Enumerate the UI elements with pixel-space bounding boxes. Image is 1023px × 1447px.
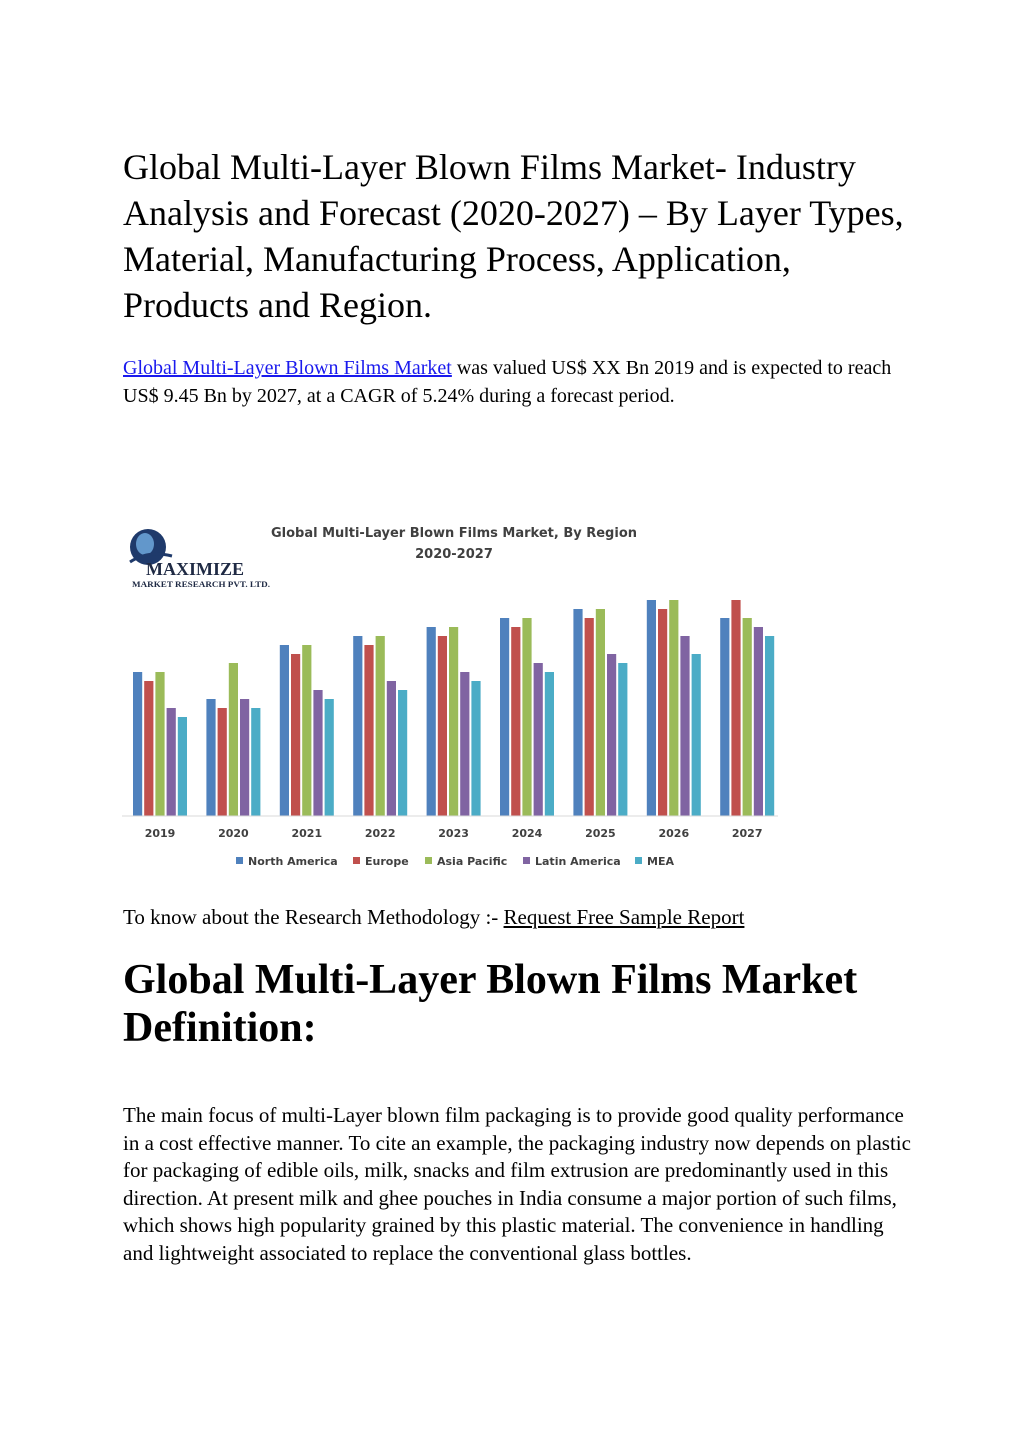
bar-latin-america-2026 <box>680 636 689 816</box>
section-heading: Global Multi-Layer Blown Films Market Definition: <box>123 957 858 1051</box>
bar-latin-america-2021 <box>313 690 322 816</box>
legend-swatch-asia-pacific <box>425 857 432 864</box>
bar-north-america-2027 <box>720 618 729 816</box>
bar-europe-2022 <box>364 645 373 816</box>
bar-mea-2022 <box>398 690 407 816</box>
legend-swatch-europe <box>353 857 360 864</box>
bar-mea-2027 <box>765 636 774 816</box>
bar-north-america-2023 <box>427 627 436 816</box>
legend-label: Europe <box>365 855 409 868</box>
page-title: Global Multi-Layer Blown Films Market- Industry Analysis and Forecast (2020-2027) – By Layer Types, Material, Manufacturing Process, Application, Products and Region. <box>123 147 904 325</box>
legend-label: Latin America <box>535 855 621 868</box>
legend-label: MEA <box>647 855 674 868</box>
x-tick-label: 2023 <box>438 827 469 840</box>
x-tick-label: 2022 <box>364 827 396 840</box>
bar-latin-america-2025 <box>607 654 616 816</box>
legend-swatch-mea <box>635 857 642 864</box>
bar-europe-2024 <box>511 627 520 816</box>
bar-asia-pacific-2026 <box>669 600 678 816</box>
bar-north-america-2022 <box>353 636 362 816</box>
bar-europe-2026 <box>658 609 667 816</box>
bar-north-america-2026 <box>647 600 656 816</box>
chart-legend <box>236 855 674 868</box>
bar-asia-pacific-2019 <box>155 672 164 816</box>
methodology-line <box>123 902 913 932</box>
bar-mea-2025 <box>618 663 627 816</box>
bar-mea-2023 <box>471 681 480 816</box>
sample-report-link[interactable]: Request Free Sample Report <box>503 905 745 929</box>
x-tick-label: 2025 <box>585 827 616 840</box>
bar-latin-america-2022 <box>387 681 396 816</box>
bar-europe-2021 <box>291 654 300 816</box>
bar-mea-2020 <box>251 708 260 816</box>
x-tick-label: 2026 <box>658 827 690 840</box>
x-tick-label: 2019 <box>144 827 176 840</box>
chart-title: Global Multi-Layer Blown Films Market, By Region <box>271 526 637 541</box>
bar-latin-america-2023 <box>460 672 469 816</box>
bar-europe-2023 <box>438 636 447 816</box>
bar-asia-pacific-2025 <box>596 609 605 816</box>
bar-asia-pacific-2023 <box>449 627 458 816</box>
x-tick-label: 2020 <box>218 827 249 840</box>
x-tick-label: 2027 <box>731 827 763 840</box>
chart-bars <box>133 600 774 816</box>
bar-latin-america-2024 <box>534 663 543 816</box>
bar-mea-2024 <box>545 672 554 816</box>
market-chart-figure <box>118 510 790 890</box>
chart-subtitle: 2020-2027 <box>415 547 493 562</box>
intro-paragraph <box>123 354 913 410</box>
region-bar-chart <box>118 510 790 890</box>
bar-latin-america-2019 <box>167 708 176 816</box>
bar-asia-pacific-2022 <box>376 636 385 816</box>
bar-asia-pacific-2024 <box>522 618 531 816</box>
company-logo <box>130 529 270 589</box>
legend-label: North America <box>248 855 338 868</box>
bar-north-america-2024 <box>500 618 509 816</box>
bar-mea-2019 <box>178 717 187 816</box>
logo-name: MAXIMIZE <box>146 559 244 579</box>
bar-mea-2026 <box>692 654 701 816</box>
legend-label: Asia Pacific <box>437 855 508 868</box>
definition-paragraph: The main focus of multi-Layer blown film packaging is to provide good quality performance in a cost effective manner. To cite an example, the packaging industry now depends on plastic for packaging of edible oils, milk, snacks and film extrusion are predominantly used in this direction. At present milk and ghee pouches in India consume a major portion of such films, which shows high popularity grained by this plastic material. The convenience in handling and lightweight associated to replace the conventional glass bottles. <box>123 1103 911 1265</box>
x-tick-label: 2024 <box>511 827 543 840</box>
bar-asia-pacific-2027 <box>743 618 752 816</box>
bar-asia-pacific-2020 <box>229 663 238 816</box>
bar-latin-america-2027 <box>754 627 763 816</box>
market-link[interactable]: Global Multi-Layer Blown Films Market <box>123 357 452 379</box>
legend-swatch-north-america <box>236 857 243 864</box>
bar-europe-2019 <box>144 681 153 816</box>
bar-north-america-2021 <box>280 645 289 816</box>
bar-north-america-2020 <box>206 699 215 816</box>
x-axis-ticks <box>145 827 763 840</box>
bar-europe-2027 <box>731 600 740 816</box>
intro-text: was valued US$ XX Bn 2019 and is expected to reach US$ 9.45 Bn by 2027, at a CAGR of 5.24% during a forecast period. <box>123 357 892 407</box>
bar-north-america-2019 <box>133 672 142 816</box>
bar-mea-2021 <box>325 699 334 816</box>
logo-subtitle: MARKET RESEARCH PVT. LTD. <box>132 580 270 589</box>
bar-europe-2025 <box>585 618 594 816</box>
bar-north-america-2025 <box>573 609 582 816</box>
methodology-text: To know about the Research Methodology :- <box>123 905 504 929</box>
bar-asia-pacific-2021 <box>302 645 311 816</box>
x-tick-label: 2021 <box>291 827 323 840</box>
bar-latin-america-2020 <box>240 699 249 816</box>
legend-swatch-latin-america <box>523 857 530 864</box>
bar-europe-2020 <box>218 708 227 816</box>
